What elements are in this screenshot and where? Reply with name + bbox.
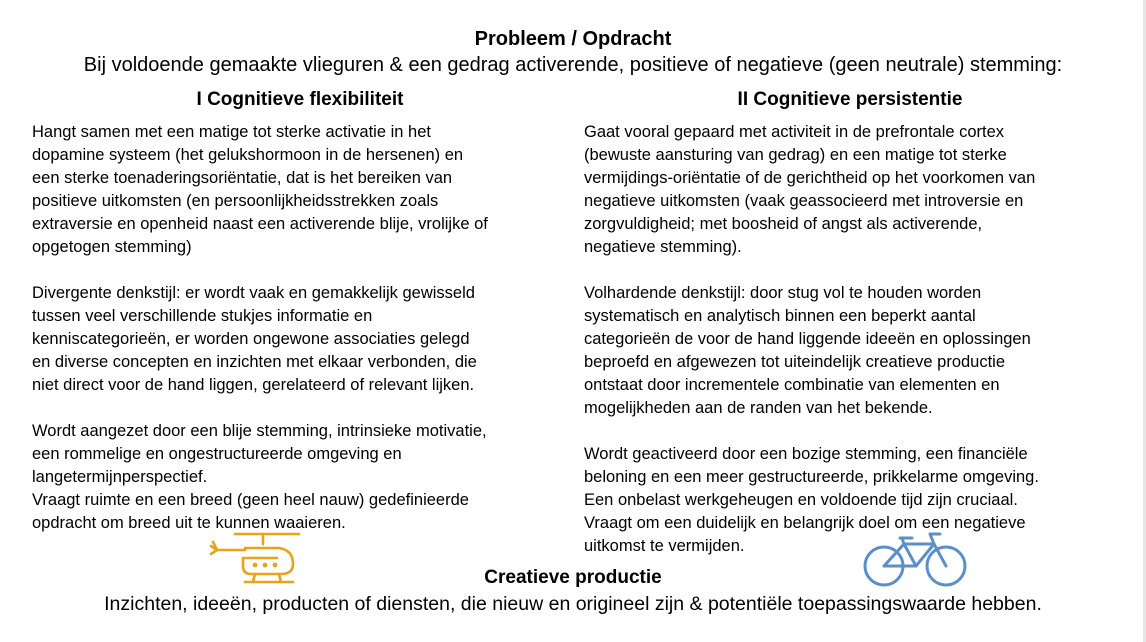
right-paragraph-3: Wordt geactiveerd door een bozige stemming, een financiële beloning en een meer gestructureerde, prikkelarme omgeving. Een onbelast werkgeheugen en voldoende tijd zijn cruciaal. Vraagt om een duidelijk en belangrijk doel om een negatieve uitkomst te vermijden. (584, 445, 1039, 555)
left-paragraph-3: Wordt aangezet door een blije stemming, intrinsieke motivatie, een rommelige en ongestructureerde omgeving en langetermijnperspectief. Vraagt ruimte en een breed (geen heel nauw) gedefinieerde opdracht om breed uit te kunnen waaieren. (32, 422, 487, 532)
left-column-heading: I Cognitieve flexibiliteit (196, 89, 404, 110)
left-paragraph-1: Hangt samen met een matige tot sterke activatie in het dopamine systeem (het gelukshormoon in de hersenen) en een sterke toenaderingsoriëntatie, dat is het bereiken van positieve uitkomsten (en persoonlijkheidsstrekken zoals extraversie en openheid naast een activerende blije, vrolijke of opgetogen stemming) (32, 123, 488, 256)
page-subtitle: Bij voldoende gemaakte vlieguren & een gedrag activerende, positieve of negatieve (geen neutrale) stemming: (83, 54, 1063, 76)
right-paragraph-2: Volhardende denkstijl: door stug vol te houden worden systematisch en analytisch binnen een beperkt aantal categorieën de voor de hand liggende ideeën en oplossingen beproefd en afgewezen tot uiteindelijk creatieve productie ontstaat door incrementele combinatie van elementen en mogelijkheden aan de randen van het bekende. (584, 284, 1031, 417)
footer-text: Inzichten, ideeën, producten of diensten, die nieuw en origineel zijn & potentiële toepassingswaarde hebben. (104, 593, 1042, 615)
right-column-heading: II Cognitieve persistentie (737, 89, 963, 110)
page-title: Probleem / Opdracht (474, 28, 672, 50)
left-paragraph-2: Divergente denkstijl: er wordt vaak en gemakkelijk gewisseld tussen veel verschillende stukjes informatie en kenniscategorieën, er worden ongewone associaties gelegd en diverse concepten en inzichten met elkaar verbonden, die niet direct voor de hand liggen, gerelateerd of relevant lijken. (32, 284, 477, 394)
footer-title: Creatieve productie (484, 567, 662, 588)
right-paragraph-1: Gaat vooral gepaard met activiteit in de prefrontale cortex (bewuste aansturing van gedrag) en een matige tot sterke vermijdings-oriëntatie of de gerichtheid op het voorkomen van negatieve uitkomsten (vaak geassocieerd met introversie en zorgvuldigheid; met boosheid of angst als activerende, negatieve stemming). (584, 123, 1036, 256)
left-column (32, 121, 568, 535)
right-column (584, 121, 1120, 558)
